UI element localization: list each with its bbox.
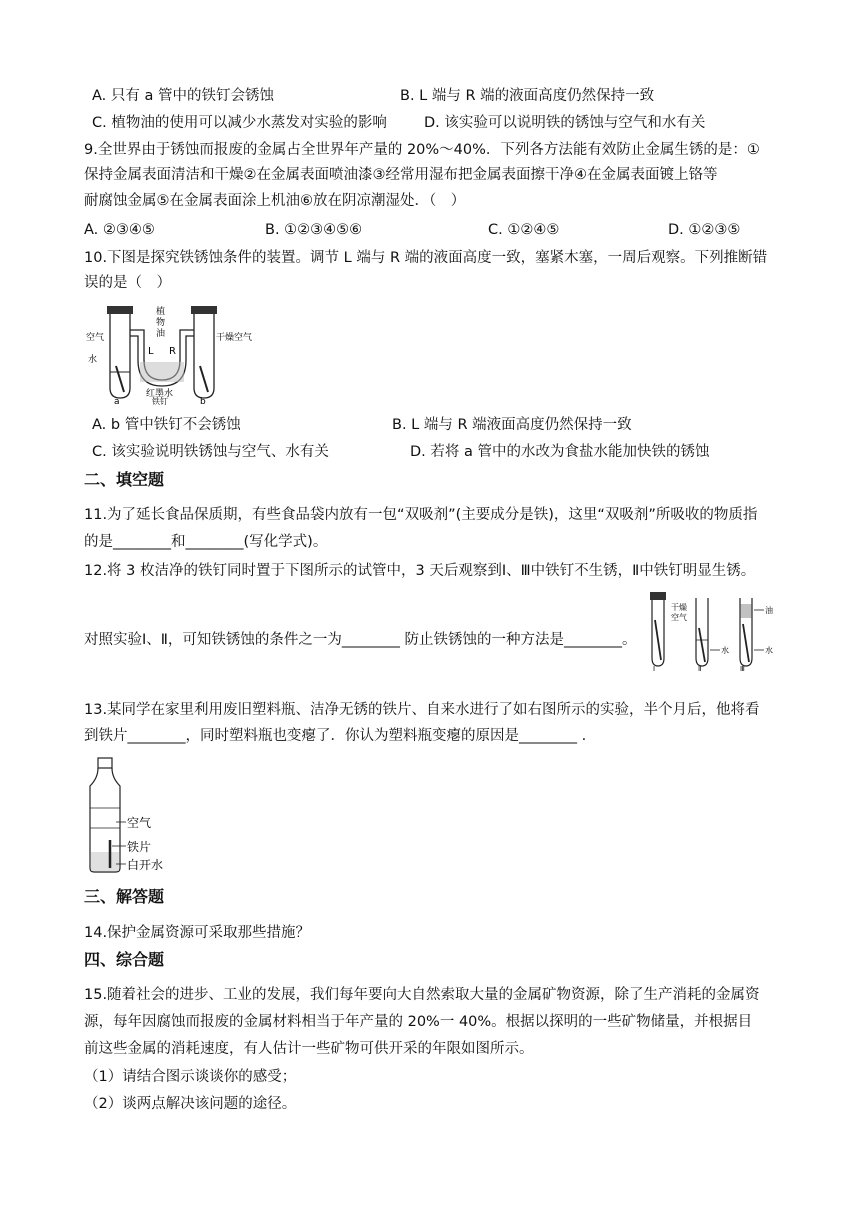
- q9-stem-line2: 保持金属表面清洁和干燥②在金属表面喷油漆③经常用湿布把金属表面擦干净④在金属表面镀上铬等: [84, 167, 718, 183]
- q10-fig-nail-label: 铁钉: [152, 397, 168, 406]
- section-heading-comprehensive: 四、综合题: [84, 950, 165, 969]
- q15-sub1: （1）请结合图示谈谈你的感受；: [84, 1069, 297, 1085]
- q10-fig-oil-label-2: 物: [156, 318, 166, 328]
- q15-stem-line2: 源，每年因腐蚀而报废的金属材料相当于年产量的 20%一 40%。根据以探明的一些矿物储量，并根据目: [84, 1014, 753, 1030]
- q12-fig-tube-2: Ⅱ: [698, 665, 702, 673]
- q10-fig-l-label: L: [148, 346, 154, 357]
- q12-test-tubes-figure: [644, 590, 784, 672]
- q15-stem-line3: 前这些金属的消耗速度，有人估计一些矿物可供开采的年限如图所示。: [84, 1041, 534, 1057]
- q13-bottle-figure: [82, 756, 192, 878]
- q11-stem-line1: 11.为了延长食品保质期，有些食品袋内放有一包“双吸剂”(主要成分是铁)，这里“双吸剂”所吸收的物质指: [84, 507, 758, 523]
- q8-option-c: C. 植物油的使用可以减少水蒸发对实验的影响: [92, 115, 387, 131]
- q12-fig-water2-label: 水: [765, 646, 773, 655]
- q10-option-b: B. L 端与 R 端液面高度仍然保持一致: [392, 417, 632, 433]
- q9-option-d: D. ①②③⑤: [668, 222, 741, 238]
- q10-fig-r-label: R: [169, 346, 176, 357]
- q12-fig-air-label: 空气: [671, 613, 687, 622]
- q10-fig-water-label: 水: [88, 355, 98, 365]
- q10-fig-b-label: b: [200, 397, 206, 407]
- q10-option-d: D. 若将 a 管中的水改为食盐水能加快铁的锈蚀: [410, 444, 710, 460]
- q9-option-b: B. ①②③④⑤⑥: [265, 222, 363, 238]
- q12-fig-tube-1: Ⅰ: [653, 665, 656, 673]
- q13-fig-iron-label: 铁片: [127, 840, 152, 854]
- q9-option-c: C. ①②④⑤: [488, 222, 560, 238]
- q10-fig-oil-label-3: 油: [156, 329, 166, 339]
- q12-stem-line2: 对照实验Ⅰ、Ⅱ，可知铁锈蚀的条件之一为________ 防止铁锈蚀的一种方法是________。: [84, 632, 637, 648]
- q13-stem-line2: 到铁片________，同时塑料瓶也变瘪了．你认为塑料瓶变瘪的原因是________ .: [84, 728, 587, 744]
- q12-fig-tube-3: Ⅲ: [740, 665, 745, 673]
- q12-fig-oil-label: 油: [765, 606, 773, 615]
- q13-fig-air-label: 空气: [127, 816, 152, 830]
- q10-rust-apparatus-figure: [86, 300, 253, 407]
- q12-fig-water-label: 水: [721, 646, 729, 655]
- q9-stem-line1: 9.全世界由于锈蚀而报废的金属占全世界年产量的 20%～40%．下列各方法能有效防止金属生锈的是：①: [84, 142, 760, 158]
- q13-fig-water-label: 白开水: [127, 858, 164, 872]
- q10-fig-a-label: a: [114, 397, 120, 407]
- q15-sub2: （2）谈两点解决该问题的途径。: [84, 1096, 297, 1112]
- q10-fig-oil-label-1: 植: [156, 307, 166, 317]
- q10-stem-line1: 10.下图是探究铁锈蚀条件的装置。调节 L 端与 R 端的液面高度一致，塞紧木塞，一周后观察。下列推断错: [84, 250, 768, 266]
- q8-option-b: B. L 端与 R 端的液面高度仍然保持一致: [400, 88, 655, 104]
- q10-option-a: A. b 管中铁钉不会锈蚀: [92, 417, 241, 433]
- q10-option-c: C. 该实验说明铁锈蚀与空气、水有关: [92, 444, 329, 460]
- section-heading-answer: 三、解答题: [84, 887, 165, 906]
- q8-option-d: D. 该实验可以说明铁的锈蚀与空气和水有关: [424, 115, 706, 131]
- q10-fig-air-label: 空气: [86, 333, 105, 343]
- q14-stem: 14.保护金属资源可采取那些措施？: [84, 925, 311, 941]
- q12-fig-dry-label: 干燥: [671, 603, 687, 612]
- q9-stem-line3: 耐腐蚀金属⑤在金属表面涂上机油⑥放在阴凉潮湿处．（ ）: [84, 193, 466, 209]
- q12-stem-line1: 12.将 3 枚洁净的铁钉同时置于下图所示的试管中，3 天后观察到Ⅰ、Ⅲ中铁钉不生锈，Ⅱ中铁钉明显生锈。: [84, 563, 756, 579]
- q10-stem-line2: 误的是（ ）: [84, 275, 171, 291]
- q15-stem-line1: 15.随着社会的进步、工业的发展，我们每年要向大自然索取大量的金属矿物资源，除了生产消耗的金属资: [84, 987, 760, 1003]
- section-heading-fill-in: 二、填空题: [84, 470, 165, 489]
- q10-fig-dry-air-label: 干燥空气: [216, 333, 253, 343]
- q10-fig-red-ink-label: 红墨水: [146, 389, 174, 399]
- q9-option-a: A. ②③④⑤: [84, 222, 155, 238]
- q13-stem-line1: 13.某同学在家里利用废旧塑料瓶、洁净无锈的铁片、自来水进行了如右图所示的实验，半个月后，他将看: [84, 702, 760, 718]
- q11-stem-line2: 的是________和________(写化学式)。: [84, 534, 328, 550]
- q8-option-a: A. 只有 a 管中的铁钉会锈蚀: [92, 88, 274, 104]
